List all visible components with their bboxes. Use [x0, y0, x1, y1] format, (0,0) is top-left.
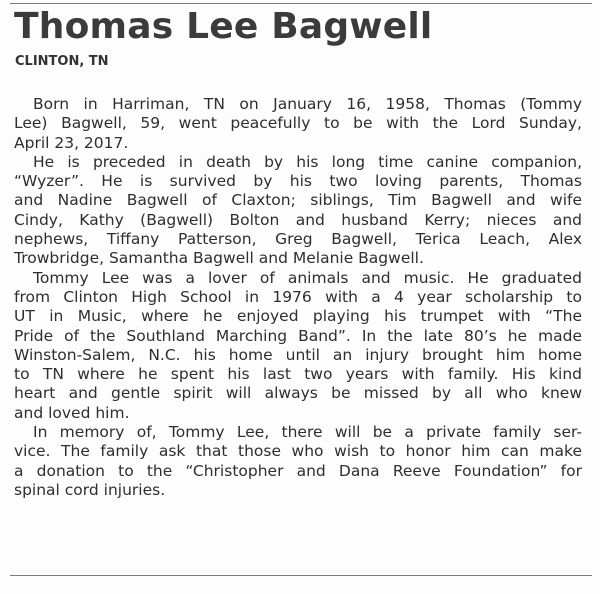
- obituary-line: Pride of the Southland Marching Band”. In the late 80’s he made: [14, 326, 582, 345]
- obituary-location: CLINTON, TN: [15, 54, 109, 69]
- obituary-line: from Clinton High School in 1976 with a 4 year scholarship to: [14, 287, 582, 306]
- obituary-line: Winston-Salem, N.C. his home until an injury brought him home: [14, 345, 582, 364]
- obituary-line: He is preceded in death by his long time canine companion,: [33, 152, 582, 171]
- obituary-name: Thomas Lee Bagwell: [14, 6, 433, 47]
- obituary-line: Trowbridge, Samantha Bagwell and Melanie Bagwell.: [14, 249, 424, 268]
- bottom-rule: [10, 575, 592, 576]
- obituary-line: spinal cord injuries.: [14, 480, 166, 499]
- obituary-line: to TN where he spent his last two years with family. His kind: [14, 365, 582, 384]
- obituary-line: heart and gentle spirit will always be missed by all who knew: [14, 384, 582, 403]
- obituary-line: “Wyzer”. He is survived by his two loving parents, Thomas: [14, 172, 582, 191]
- obituary-body: [14, 95, 582, 500]
- top-rule: [10, 3, 592, 4]
- obituary-line: and Nadine Bagwell of Claxton; siblings, Tim Bagwell and wife: [14, 191, 582, 210]
- obituary-line: UT in Music, where he enjoyed playing his trumpet with “The: [14, 307, 582, 326]
- obituary-line: Lee) Bagwell, 59, went peacefully to be with the Lord Sunday,: [14, 114, 582, 133]
- obituary-line: April 23, 2017.: [14, 133, 129, 152]
- obituary-line: and loved him.: [14, 403, 130, 422]
- obituary-line: Tommy Lee was a lover of animals and music. He graduated: [33, 268, 582, 287]
- obituary-line: nephews, Tiffany Patterson, Greg Bagwell, Terica Leach, Alex: [14, 230, 582, 249]
- obituary-line: vice. The family ask that those who wish to honor him can make: [14, 442, 582, 461]
- obituary-line: Cindy, Kathy (Bagwell) Bolton and husband Kerry; nieces and: [14, 210, 582, 229]
- obituary-line: In memory of, Tommy Lee, there will be a private family ser-: [33, 423, 582, 442]
- obituary-line: Born in Harriman, TN on January 16, 1958, Thomas (Tommy: [33, 95, 582, 113]
- obituary-line: a donation to the “Christopher and Dana Reeve Foundation” for: [14, 461, 582, 480]
